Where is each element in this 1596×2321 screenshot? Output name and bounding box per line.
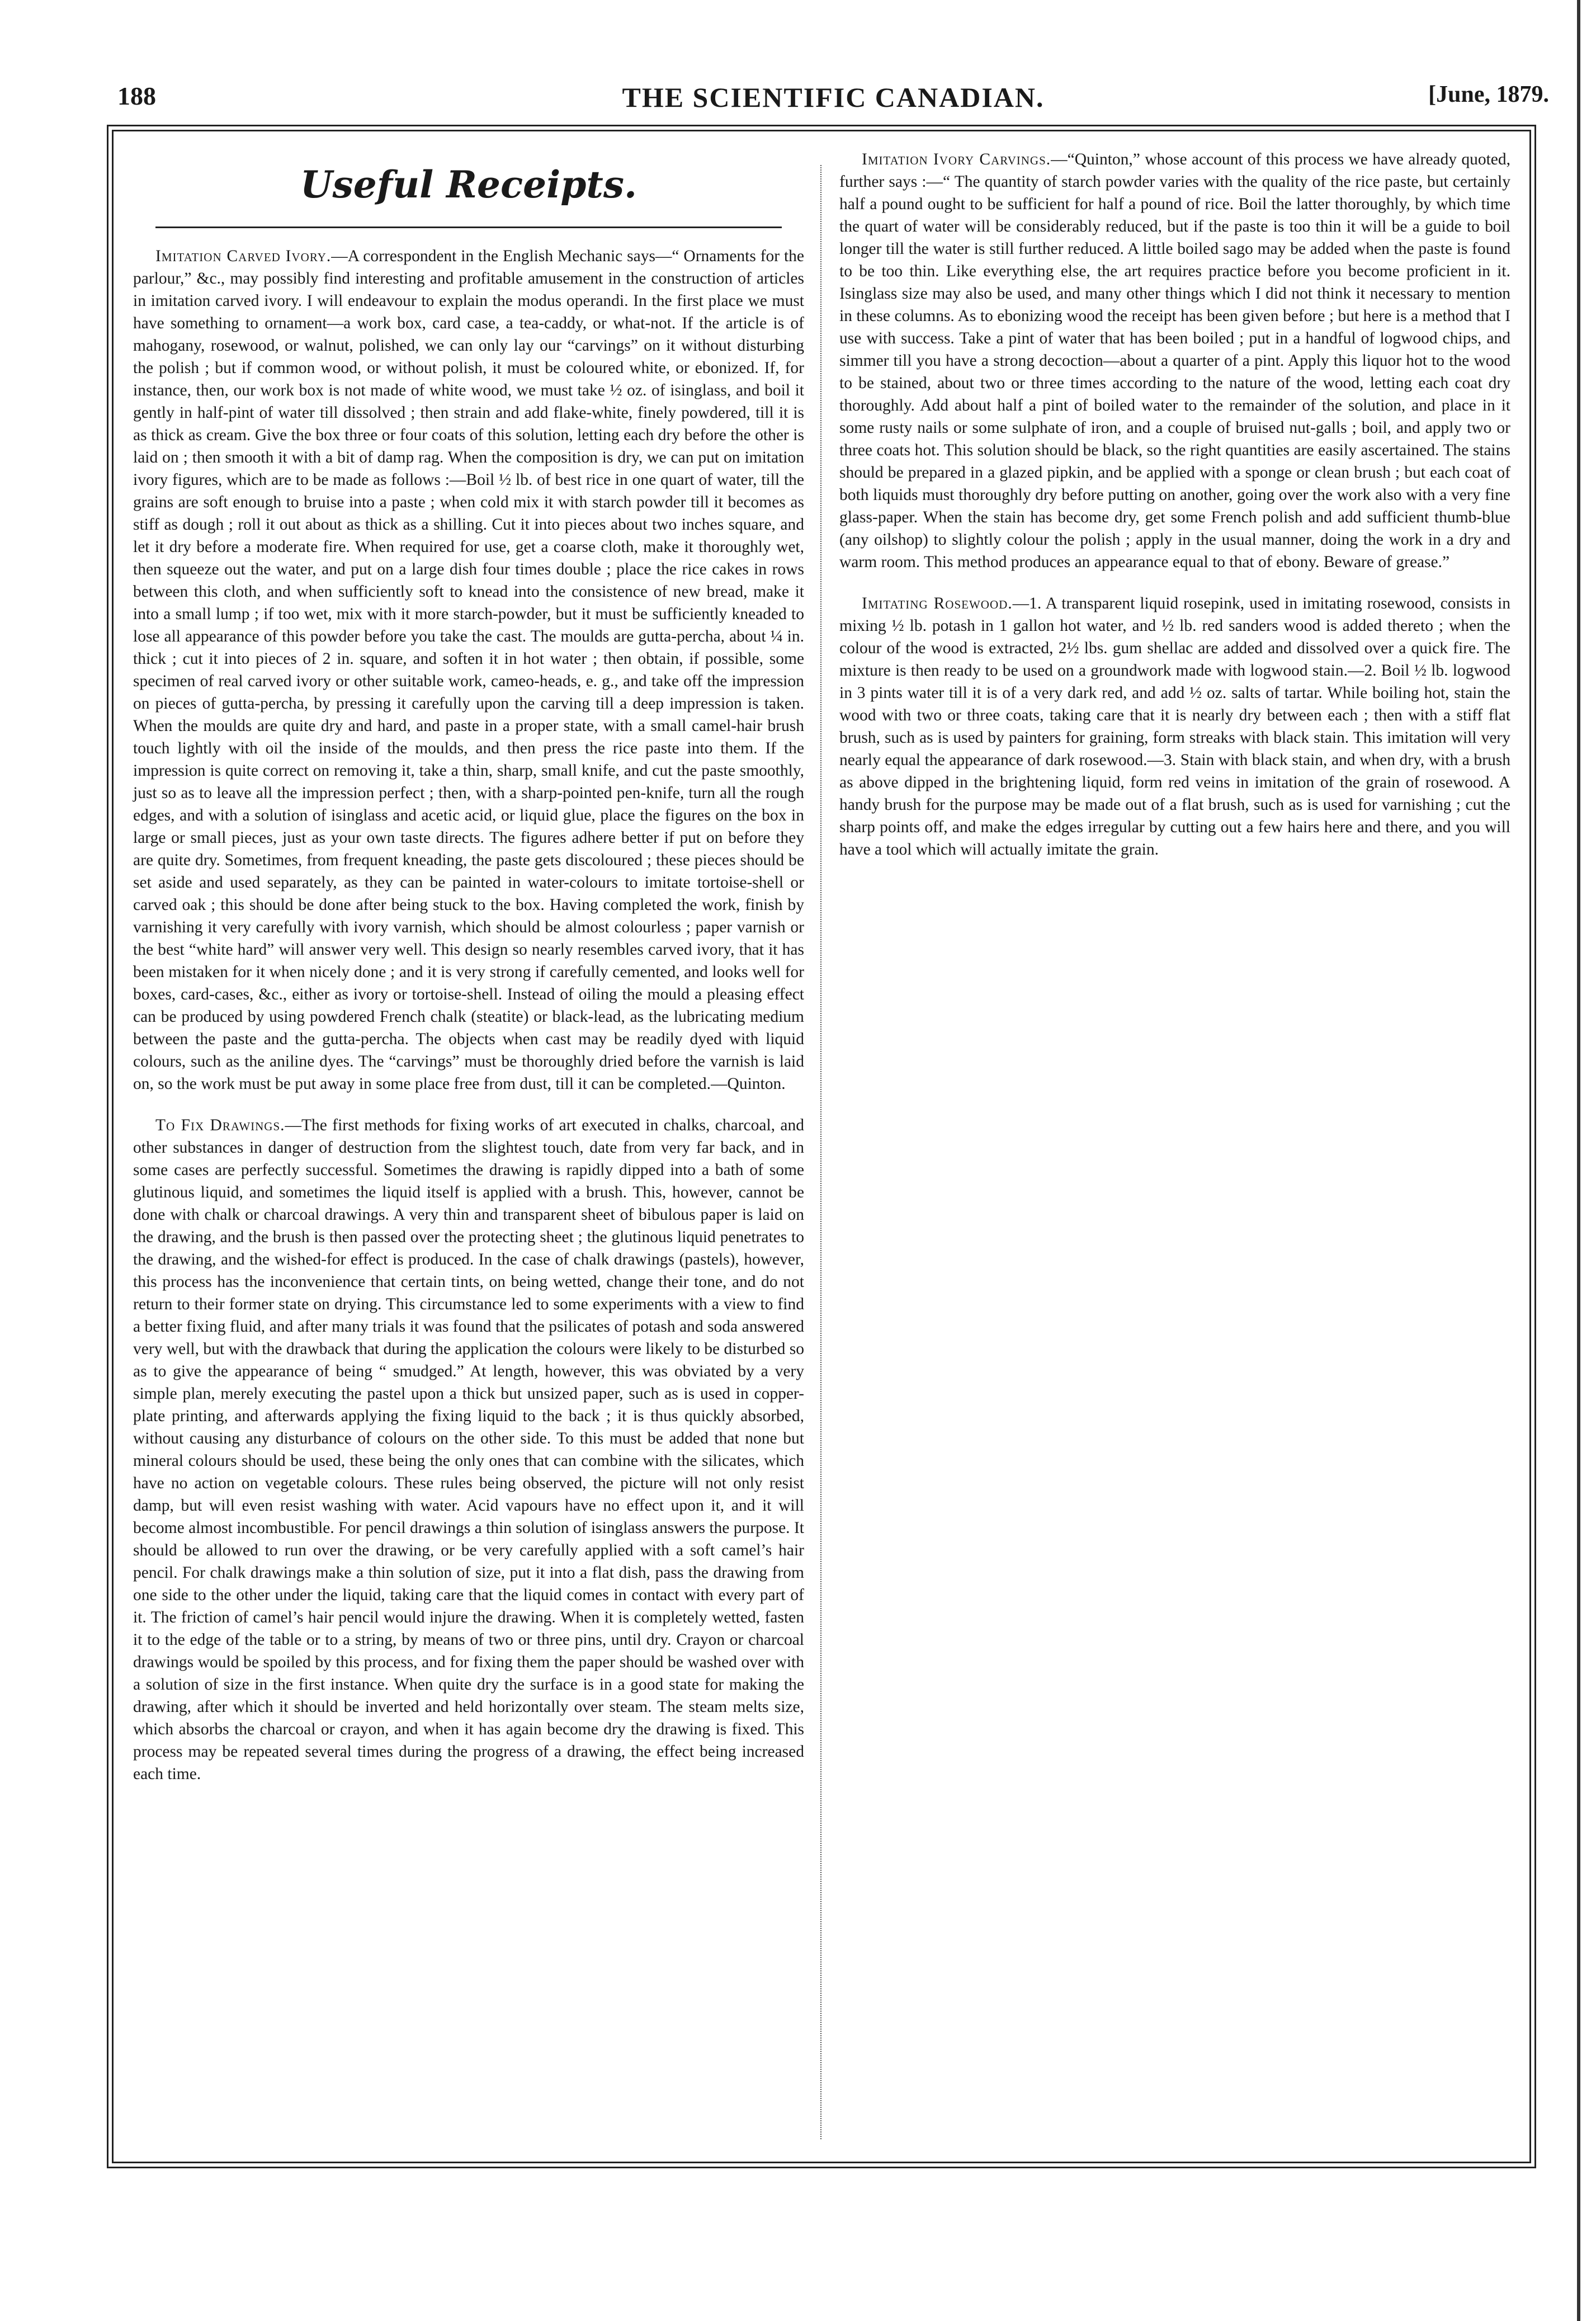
article-imitation-ivory-carvings [839, 148, 1510, 573]
article-imitating-rosewood [839, 592, 1510, 861]
article-body: —A correspondent in the English Mechanic says—“ Ornaments for the parlour,” &c., may possibly find interesting and profitable amusement in the construction of articles in imitation carved ivory. I will endeavour to explain the modus operandi. In the first place we must have something to ornament—a work box, card case, a tea-caddy, or what-not. If the article is of mahogany, rosewood, or walnut, polished, we can only lay our “carvings” on it without disturbing the polish ; but if common wood, or without polish, it must be coloured white, or ebonized. If, for instance, then, our work box is not made of white wood, we must take ½ oz. of isinglass, and boil it gently in half-pint of water till dissolved ; then strain and add flake-white, finely powdered, till it is as thick as cream. Give the box three or four coats of this solution, letting each dry before the other is laid on ; then smooth it with a bit of damp rag. When the composition is dry, we can put on imitation ivory figures, which are to be made as follows :—Boil ½ lb. of best rice in one quart of water, till the grains are soft enough to bruise into a paste ; when cold mix it with starch powder till it becomes as stiff as dough ; roll it out about as thick as a shilling. Cut it into pieces about two inches square, and let it dry before a moderate fire. When required for use, get a coarse cloth, make it thoroughly wet, then squeeze out the water, and put on a large dish four times double ; place the rice cakes in rows between this cloth, and when sufficiently soft to knead into the consistence of new bread, make it into a small lump ; if too wet, mix with it more starch-powder, but it must be sufficiently kneaded to lose all appearance of this powder before you take the cast. The moulds are gutta-percha, about ¼ in. thick ; cut it into pieces of 2 in. square, and soften it in hot water ; then obtain, if possible, some specimen of real carved ivory or other suitable work, cameo-heads, e. g., and take off the impression on pieces of gutta-percha, by pressing it carefully upon the carving till a deep impression is taken. When the moulds are quite dry and hard, and paste in a proper state, with a small camel-hair brush touch lightly with oil the inside of the moulds, and then press the rice paste into them. If the impression is quite correct on removing it, take a thin, sharp, small knife, and cut the paste smoothly, just so as to leave all the impression perfect ; then, with a sharp-pointed pen-knife, turn all the rough edges, and with a solution of isinglass and acetic acid, or liquid glue, place the figures on the box in large or small pieces, just as your own taste directs. The figures adhere better if put on before they are quite dry. Sometimes, from frequent kneading, the paste gets discoloured ; these pieces should be set aside and used separately, as they can be painted in water-colours to imitate tortoise-shell or carved oak ; this should be done after being stuck to the box. Having completed the work, finish by varnishing it very carefully with ivory varnish, which should be almost colourless ; paper varnish or the best “white hard” will answer very well. This design so nearly resembles carved ivory, that it has been mistaken for it when nicely done ; and it is very strong if carefully cemented, and looks well for boxes, card-cases, &c., either as ivory or tortoise-shell. Instead of oiling the mould a pleasing effect can be produced by using powdered French chalk (steatite) or black-lead, as the lubricating medium between the paste and the gutta-percha. The objects when cast may be readily dyed with liquid colours, such as the aniline dyes. The “carvings” must be thoroughly dried before the varnish is laid on, so the work must be put away in some place free from dust, till it can be completed.—Quinton. [133, 247, 804, 1093]
right-column [839, 148, 1510, 2150]
article-lead: Imitating Rosewood. [862, 595, 1013, 612]
article-lead: Imitation Ivory Carvings. [862, 150, 1051, 168]
article-body: —1. A transparent liquid rosepink, used in imitating rosewood, consists in mixing ½ lb. potash in 1 gallon hot water, and ½ lb. red sanders wood is added thereto ; when the colour of the wood is extracted, 2½ lbs. gum shellac are added and dissolved over a quick fire. The mixture is then ready to be used on a groundwork made with logwood stain.—2. Boil ½ lb. logwood in 3 pints water till it is of a very dark red, and add ½ oz. salts of tartar. While boiling hot, stain the wood with two or three coats, taking care that it is nearly dry between each ; then with a stiff flat brush, such as is used by painters for graining, form streaks with black stain. This imitation will very nearly equal the appearance of dark rosewood.—3. Stain with black stain, and when dry, with a brush as above dipped in the brightening liquid, form red veins in imitation of the grain of rosewood. A handy brush for the purpose may be made out of a flat brush, such as is used for varnishing ; cut the sharp points off, and make the edges irregular by cutting out a few hairs here and there, and you will have a tool which will actually imitate the grain. [839, 595, 1510, 858]
left-column [133, 148, 804, 2150]
column-divider [820, 165, 821, 2139]
page-number: 188 [117, 82, 156, 110]
article-lead: To Fix Drawings. [155, 1116, 285, 1134]
article-imitation-carved-ivory [133, 245, 804, 1095]
article-body: —The first methods for fixing works of art executed in chalks, charcoal, and other substances in danger of destruction from the slightest touch, date from very far back, and in some cases are perfectly successful. Sometimes the drawing is rapidly dipped into a bath of some glutinous liquid, and sometimes the liquid itself is applied with a brush. This, however, cannot be done with chalk or charcoal drawings. A very thin and transparent sheet of bibulous paper is laid on the drawing, and the brush is then passed over the protecting sheet ; the glutinous liquid penetrates to the drawing, and the wished-for effect is produced. In the case of chalk drawings (pastels), however, this process has the inconvenience that certain tints, on being wetted, change their tone, and do not return to their former state on drying. This circumstance led to some experiments with a view to find a better fixing fluid, and after many trials it was found that the psilicates of potash and soda answered very well, but with the drawback that during the application the colours were likely to be disturbed so as to give the appearance of being “ smudged.” At length, however, this was obviated by a very simple plan, merely executing the pastel upon a thick but unsized paper, such as is used in copper-plate printing, and afterwards applying the fixing liquid to the back ; it is thus quickly absorbed, without causing any disturbance of colours on the other side. To this must be added that none but mineral colours should be used, these being the only ones that can combine with the silicates, which have no action on vegetable colours. These rules being observed, the picture will not only resist damp, but will even resist washing with water. Acid vapours have no effect upon it, and it will become almost incombustible. For pencil drawings a thin solution of isinglass answers the purpose. It should be allowed to run over the drawing, or be very carefully applied with a soft camel’s hair pencil. For chalk drawings make a thin solution of size, put it into a flat dish, pass the drawing from one side to the other under the liquid, taking care that the liquid comes in contact with every part of it. The friction of camel’s hair pencil would injure the drawing. When it is completely wetted, fasten it to the edge of the table or to a string, by means of two or three pins, until dry. Crayon or charcoal drawings would be spoiled by this process, and for fixing them the paper should be washed over with a solution of size in the first instance. When quite dry the surface is in a good state for making the drawing, after which it should be inverted and held horizontally over steam. The steam melts size, which absorbs the charcoal or crayon, and when it has again become dry the drawing is fixed. This process may be repeated several times during the progress of a drawing, the effect being increased each time. [133, 1116, 804, 1783]
heading-rule [155, 227, 782, 228]
page-header [117, 81, 1549, 126]
page-edge [1577, 0, 1580, 2321]
journal-title: THE SCIENTIFIC CANADIAN. [622, 82, 1045, 113]
article-lead: Imitation Carved Ivory. [155, 247, 332, 265]
article-to-fix-drawings [133, 1114, 804, 1785]
article-frame [112, 130, 1531, 2163]
issue-date: [June, 1879. [1428, 82, 1549, 107]
section-heading: Useful Receipts. [300, 163, 637, 206]
article-body: —“Quinton,” whose account of this process we have already quoted, further says :—“ The quantity of starch powder varies with the quality of the rice paste, but certainly half a pound ought to be sufficient for half a pound of rice. Boil the latter thoroughly, by which time the quart of water will be considerably reduced, but if the paste is too thin it will be a guide to boil longer till the water is still further reduced. A little boiled sago may be added when the paste is found to be too thin. Like everything else, the art requires practice before you become proficient in it. Isinglass size may also be used, and many other things which I did not think it necessary to mention in these columns. As to ebonizing wood the receipt has been given before ; but here is a method that I use with success. Take a pint of water that has been boiled ; put in a handful of logwood chips, and simmer till you have a strong decoction—about a quarter of a pint. Apply this liquor hot to the wood to be stained, about two or three times according to the nature of the wood, letting each coat dry thoroughly. Add about half a pint of boiled water to the remainder of the solution, and place in it some rusty nails or some sulphate of iron, and a couple of bruised nut-galls ; boil, and apply two or three coats hot. This solution should be black, so the right quantities are easily ascertained. The stains should be prepared in a glazed pipkin, and be applied with a sponge or clean brush ; but each coat of both liquids must thoroughly dry before putting on another, going over the work also with a very fine glass-paper. When the stain has become dry, get some French polish and add sufficient thumb-blue (any oilshop) to slightly colour the polish ; apply in the usual manner, doing the work in a dry and warm room. This method produces an appearance equal to that of ebony. Beware of grease.” [839, 150, 1510, 571]
